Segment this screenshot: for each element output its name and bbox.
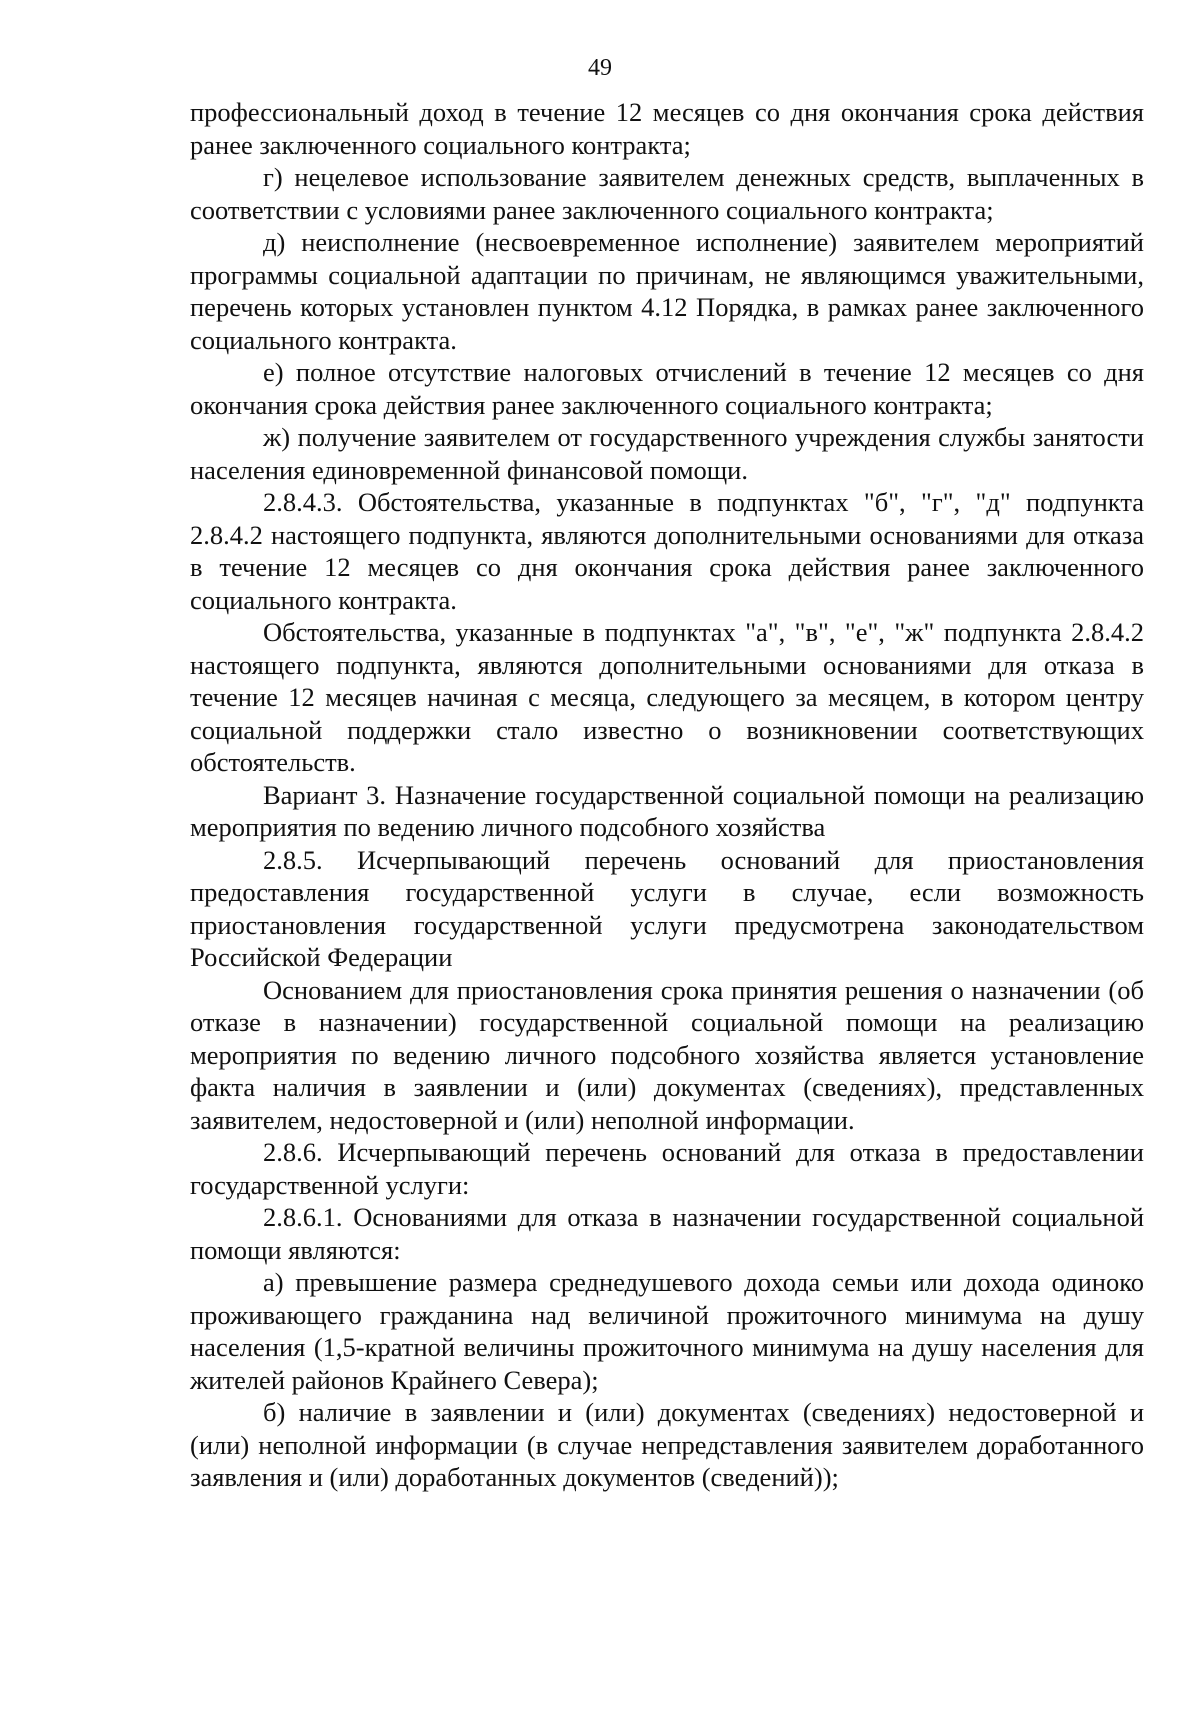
paragraph-2-8-4-3: 2.8.4.3. Обстоятельства, указанные в подпунктах "б", "г", "д" подпункта 2.8.4.2 настоящего подпункта, являются дополнительными основаниями для отказа в течение 12 месяцев со дня окончания срока действия ранее заключенного социального контракта.: [190, 487, 1144, 615]
document-body: [190, 96, 1144, 1494]
paragraph-continuation: профессиональный доход в течение 12 месяцев со дня окончания срока действия ранее заключенного социального контракта;: [190, 97, 1144, 160]
paragraph-2-8-6-1: 2.8.6.1. Основаниями для отказа в назначении государственной социальной помощи являются:: [190, 1202, 1144, 1265]
page-number: 49: [588, 55, 612, 81]
paragraph-2-8-5: 2.8.5. Исчерпывающий перечень оснований для приостановления предоставления государственной услуги в случае, если возможность приостановления государственной услуги предусмотрена законодательством Российской Федерации: [190, 844, 1144, 972]
paragraph-item-zh: ж) получение заявителем от государственного учреждения службы занятости населения единовременной финансовой помощи.: [190, 422, 1144, 485]
paragraph-item-g: г) нецелевое использование заявителем денежных средств, выплаченных в соответствии с условиями ранее заключенного социального контракта;: [190, 162, 1144, 225]
paragraph-circumstances: Обстоятельства, указанные в подпунктах "а", "в", "е", "ж" подпункта 2.8.4.2 настоящего подпункта, являются дополнительными основаниями для отказа в течение 12 месяцев начиная с месяца, следующего за месяцем, в котором центру социальной поддержки стало известно о возникновении соответствующих обстоятельств.: [190, 617, 1144, 777]
paragraph-item-e: е) полное отсутствие налоговых отчислений в течение 12 месяцев со дня окончания срока действия ранее заключенного социального контракта;: [190, 357, 1144, 420]
paragraph-item-a: а) превышение размера среднедушевого дохода семьи или дохода одиноко проживающего гражданина над величиной прожиточного минимума на душу населения (1,5-кратной величины прожиточного минимума на душу населения для жителей районов Крайнего Севера);: [190, 1267, 1144, 1395]
paragraph-item-d: д) неисполнение (несвоевременное исполнение) заявителем мероприятий программы социальной адаптации по причинам, не являющимся уважительными, перечень которых установлен пунктом 4.12 Порядка, в рамках ранее заключенного социального контракта.: [190, 227, 1144, 355]
paragraph-2-8-6: 2.8.6. Исчерпывающий перечень оснований для отказа в предоставлении государственной услуги:: [190, 1137, 1144, 1200]
paragraph-item-b: б) наличие в заявлении и (или) документах (сведениях) недостоверной и (или) неполной информации (в случае непредставления заявителем доработанного заявления и (или) доработанных документов (сведений));: [190, 1397, 1144, 1492]
paragraph-variant-3-heading: Вариант 3. Назначение государственной социальной помощи на реализацию мероприятия по ведению личного подсобного хозяйства: [190, 779, 1144, 842]
paragraph-suspension-basis: Основанием для приостановления срока принятия решения о назначении (об отказе в назначении) государственной социальной помощи на реализацию мероприятия по ведению личного подсобного хозяйства является установление факта наличия в заявлении и (или) документах (сведениях), представленных заявителем, недостоверной и (или) неполной информации.: [190, 974, 1144, 1135]
